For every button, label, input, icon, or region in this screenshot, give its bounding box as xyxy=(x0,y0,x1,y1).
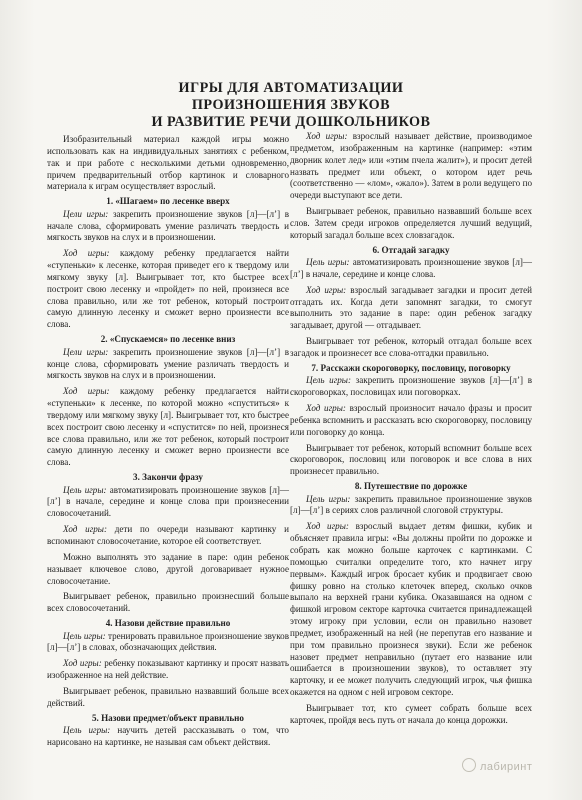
game-extra: Выигрывает тот ребенок, который вспомнит больше всех скороговорок, пословиц или поговорок и все слова в них произнесет правильно. xyxy=(290,442,532,477)
goal-text: закрепить правильное произношение звуков [л]—[л’] в сериях слов различной слоговой структуры. xyxy=(290,493,532,516)
left-column xyxy=(47,134,289,749)
game-goal xyxy=(47,209,289,245)
goal-label: Цель игры: xyxy=(63,725,111,736)
course-text: взрослый загадывает загадки и просит детей отгадать их. Когда дети запомнят загадки, то смогут выполнить это задание в паре: один ребенок загадку загадывает, другой — отгадывает. xyxy=(290,284,532,331)
game-extra: Выигрывает ребенок, правильно назвавший больше всех действий. xyxy=(47,685,289,708)
game-goal xyxy=(47,631,289,655)
course-label: Ход игры: xyxy=(306,403,346,414)
goal-label: Цель игры: xyxy=(306,375,351,386)
game-course xyxy=(47,658,289,682)
game-course xyxy=(290,285,532,332)
game-course xyxy=(290,403,532,439)
goal-label: Цель игры: xyxy=(63,484,107,495)
goal-text: автоматизировать произношение звуков [л]—[л’] в начале, середине и конце слова при произнесении словосочетаний. xyxy=(47,484,289,519)
labyrinth-icon xyxy=(462,758,476,772)
goal-text: закрепить произношение звуков [л]—[л’] в начале слова, сформировать умение различать твердость и мягкость звуков на слух и в произношении. xyxy=(47,208,289,243)
game-extra: Выигрывает тот, кто сумеет собрать больше всех карточек, пройдя весь путь от начала до конца дорожки. xyxy=(290,702,532,725)
game-course xyxy=(290,131,532,202)
course-label: Ход игры: xyxy=(63,524,107,535)
game-extra: Выигрывает ребенок, правильно назвавший больше всех слов. Затем среди игроков определяется лучший ведущий, который загадал больше всех словзагадок. xyxy=(290,206,532,240)
course-label: Ход игры: xyxy=(306,131,348,141)
game-title: 2. «Спускаемся» по лесенке вниз xyxy=(100,334,236,345)
goal-label: Цель игры: xyxy=(306,257,350,268)
right-column xyxy=(290,131,532,727)
course-label: Ход игры: xyxy=(63,248,110,259)
game-extra: Можно выполнять это задание в паре: один ребенок называет ключевое слово, другой договаривает нужное словосочетание. xyxy=(47,551,289,586)
game-goal xyxy=(47,485,289,521)
game-course xyxy=(47,248,289,331)
goal-label: Цель игры: xyxy=(63,630,106,641)
game-title: 8. Путешествие по дорожке xyxy=(354,481,468,492)
goal-label: Цели игры: xyxy=(63,208,109,219)
game-title: 1. «Шагаем» по лесенке вверх xyxy=(106,196,230,207)
course-label: Ход игры: xyxy=(63,658,102,669)
watermark-text: лабиринт xyxy=(480,761,533,773)
title-line: ПРОИЗНОШЕНИЯ ЗВУКОВ xyxy=(191,97,391,113)
course-label: Ход игры: xyxy=(306,521,349,532)
game-title: 3. Закончи фразу xyxy=(133,472,203,483)
goal-text: научить детей рассказывать о том, что нарисовано на картинке, не называя сам объект действия. xyxy=(47,725,289,747)
game-goal xyxy=(47,347,289,383)
intro-paragraph: Изобразительный материал каждой игры можно использовать как на индивидуальных занятиях с ребенком, так и при работе с несколькими детьми одновременно, причем предварительный отбор картинок и словарного материала к играм осуществляет взрослый. xyxy=(47,134,289,192)
game-course xyxy=(47,386,289,469)
game-goal xyxy=(290,375,532,399)
course-text: дети по очереди называют картинку и вспоминают словосочетание, которое ей соответствует. xyxy=(47,524,289,546)
goal-text: закрепить произношение звуков [л]—[л’] в скороговорках, пословицах или поговорках. xyxy=(290,375,532,398)
goal-label: Цели игры: xyxy=(63,346,109,357)
title-line: И РАЗВИТИЕ РЕЧИ ДОШКОЛЬНИКОВ xyxy=(151,114,431,130)
course-text: взрослый называет действие, производимое предметом, изображенным на картинке (например: «этим дворник колет лед» или «этим пчела жалит»), и просит детей назвать предмет или объект, о котором идет речь (соответственно — «лом», «жало»). Затем в роли ведущего по очереди выступают все дети. xyxy=(290,131,532,201)
course-text: каждому ребенку предлагается найти «ступеньки» к лесенке, которая приведет его к твердому или мягкому звуку [л]. Выигрывает тот, кто быстрее всех построит свою лесенку и «пройдет» по ней, произнеся все слова правильно, или же тот ребенок, который построит самую длинную лесенку и сможет верно произнести все слова. xyxy=(47,248,289,330)
goal-text: тренировать правильное произношение звуков [л]—[л’] в словах, обозначающих действия. xyxy=(47,630,290,653)
goal-text: автоматизировать произношение звуков [л]—[л’] в начале, середине и конце слова. xyxy=(290,257,532,279)
game-course xyxy=(290,521,532,699)
page-title xyxy=(0,80,582,131)
course-label: Ход игры: xyxy=(63,386,110,397)
course-text: взрослый произносит начало фразы и просит ребенка вспомнить и рассказать всю скороговорку, пословицу или поговорку до конца. xyxy=(290,403,532,437)
game-goal xyxy=(290,494,532,518)
game-goal xyxy=(290,257,532,281)
course-text: каждому ребенку предлагается найти «ступеньки» к лесенке, по которой можно «спуститься» к твердому или мягкому звуку [л]. Выигрывает тот, кто быстрее всех построит свою лесенку и «спустится» по ней, произнеся все слова правильно, или же тот ребенок, который построит самую длинную лесенку и сможет верно произнести все слова. xyxy=(47,386,289,468)
watermark-logo xyxy=(462,758,532,773)
goal-label: Цель игры: xyxy=(306,493,351,504)
course-text: ребенку показывают картинку и просят назвать изображенное на ней действие. xyxy=(47,658,289,681)
game-title: 4. Назови действие правильно xyxy=(105,618,231,629)
game-extra: Выигрывает ребенок, правильно произнесший больше всех словосочетаний. xyxy=(47,591,289,614)
goal-text: закрепить произношение звуков [л]—[л’] в конце слова, сформировать умение различать твердость и мягкость звуков на слух и в произношении. xyxy=(47,346,289,381)
game-goal xyxy=(47,725,289,749)
course-text: взрослый выдает детям фишки, кубик и объясняет правила игры: «Вы должны пройти по дорожке и собрать как можно больше карточек с картинками. С помощью считалки определите того, кто начнет игру первым». Каждый игрок бросает кубик и продвигает свою фишку ровно на столько клеточек вперед, сколько очков выпало на верхней грани кубика. Оказавшаяся на одном с фишкой игровом секторе карточка считается принадлежащей этому игроку при условии, если он правильно назовет предмет, изображенный на ней (не перепутав его название и при том правильно произнеся звуки). Если же ребенок назовет предмет неправильно (путает его название или ошибается в произношении звуков), то оставляет эту карточку, и ее может получить следующий игрок, чья фишка окажется на одном с ней игровом секторе. xyxy=(290,521,532,698)
course-label: Ход игры: xyxy=(306,284,347,295)
game-title: 6. Отгадай загадку xyxy=(372,244,450,255)
game-extra: Выигрывает тот ребенок, который отгадал больше всех загадок и произнесет все слова-отгадки правильно. xyxy=(290,336,532,358)
title-line: ИГРЫ ДЛЯ АВТОМАТИЗАЦИИ xyxy=(178,80,404,96)
game-title: 5. Назови предмет/объект правильно xyxy=(92,712,244,723)
game-course xyxy=(47,524,289,548)
game-title: 7. Расскажи скороговорку, пословицу, поговорку xyxy=(311,362,511,373)
